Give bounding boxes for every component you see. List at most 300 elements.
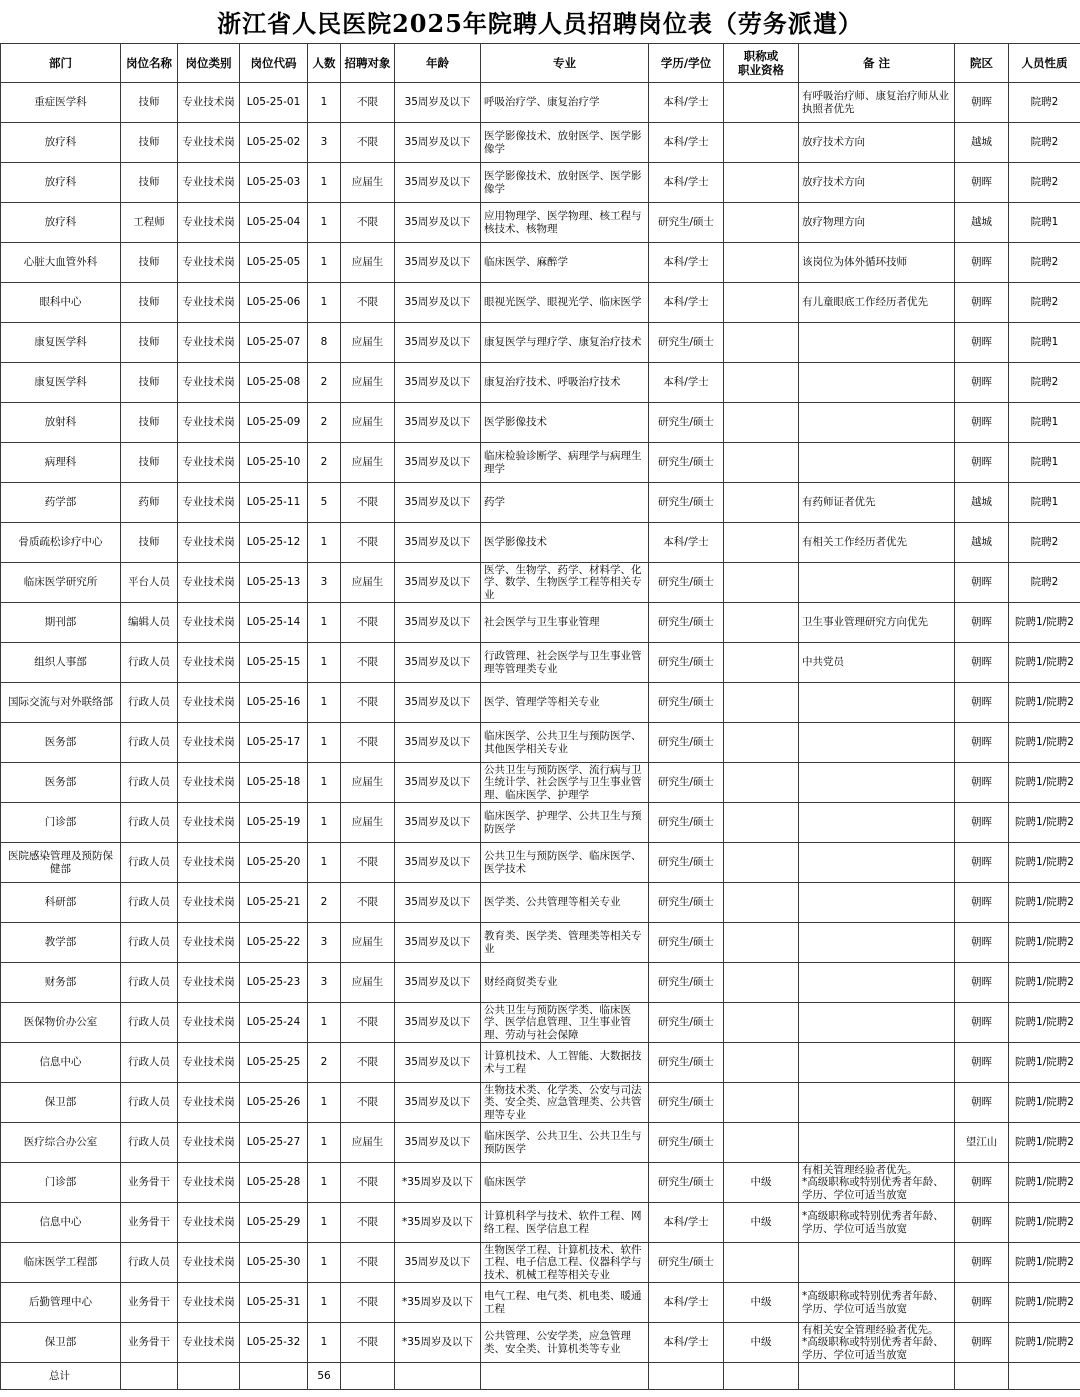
note-cell: 有相关工作经历者优先 (799, 523, 955, 563)
campus-cell: 朝晖 (955, 643, 1009, 683)
column-header: 岗位名称 (121, 44, 178, 83)
qualification-cell (724, 283, 799, 323)
education-cell: 研究生/硕士 (649, 843, 724, 883)
major-cell: 计算机技术、人工智能、大数据技术与工程 (481, 1043, 649, 1083)
major-cell: 公共卫生与预防医学、流行病与卫生统计学、社会医学与卫生事业管理、临床医学、护理学 (481, 763, 649, 803)
post-category-cell: 专业技术岗 (178, 883, 240, 923)
post-code-cell: L05-25-15 (240, 643, 308, 683)
post-code-cell: L05-25-03 (240, 163, 308, 203)
campus-cell: 朝晖 (955, 563, 1009, 603)
headcount-cell: 1 (308, 243, 341, 283)
headcount-cell: 1 (308, 1243, 341, 1283)
qualification-cell (724, 883, 799, 923)
campus-cell: 朝晖 (955, 763, 1009, 803)
position-cell: 行政人员 (121, 1043, 178, 1083)
campus-cell: 朝晖 (955, 323, 1009, 363)
table-row (1, 1123, 1080, 1163)
education-cell: 本科/学士 (649, 283, 724, 323)
target-cell: 不限 (341, 83, 395, 123)
note-cell (799, 563, 955, 603)
department-cell: 放射科 (1, 403, 121, 443)
table-row (1, 563, 1080, 603)
note-cell (799, 1243, 955, 1283)
age-cell: 35周岁及以下 (395, 803, 481, 843)
education-cell: 研究生/硕士 (649, 1003, 724, 1043)
position-cell: 行政人员 (121, 883, 178, 923)
target-cell: 不限 (341, 283, 395, 323)
education-cell: 研究生/硕士 (649, 1123, 724, 1163)
campus-cell: 朝晖 (955, 1323, 1009, 1363)
campus-cell: 朝晖 (955, 883, 1009, 923)
department-cell: 信息中心 (1, 1203, 121, 1243)
post-code-cell: L05-25-08 (240, 363, 308, 403)
note-cell: 放疗物理方向 (799, 203, 955, 243)
table-row (1, 1203, 1080, 1243)
department-cell: 药学部 (1, 483, 121, 523)
post-category-cell: 专业技术岗 (178, 1043, 240, 1083)
target-cell: 应届生 (341, 1123, 395, 1163)
position-cell: 技师 (121, 323, 178, 363)
target-cell: 不限 (341, 483, 395, 523)
post-category-cell: 专业技术岗 (178, 1203, 240, 1243)
age-cell: 35周岁及以下 (395, 483, 481, 523)
staff-type-cell: 院聘1/院聘2 (1009, 963, 1080, 1003)
position-cell: 技师 (121, 443, 178, 483)
post-code-cell: L05-25-20 (240, 843, 308, 883)
education-cell: 研究生/硕士 (649, 643, 724, 683)
note-cell (799, 363, 955, 403)
position-cell: 技师 (121, 403, 178, 443)
table-title: 浙江省人民医院2025年院聘人员招聘岗位表（劳务派遣） (217, 9, 863, 38)
table-row (1, 1323, 1080, 1363)
target-cell: 应届生 (341, 363, 395, 403)
total-label: 总计 (1, 1363, 121, 1390)
staff-type-cell: 院聘1 (1009, 203, 1080, 243)
qualification-cell (724, 643, 799, 683)
table-row (1, 483, 1080, 523)
staff-type-cell: 院聘2 (1009, 83, 1080, 123)
headcount-cell: 2 (308, 363, 341, 403)
major-cell: 眼视光医学、眼视光学、临床医学 (481, 283, 649, 323)
headcount-cell: 1 (308, 163, 341, 203)
post-category-cell: 专业技术岗 (178, 363, 240, 403)
post-code-cell: L05-25-02 (240, 123, 308, 163)
qualification-cell: 中级 (724, 1203, 799, 1243)
department-cell: 放疗科 (1, 123, 121, 163)
qualification-cell (724, 83, 799, 123)
education-cell: 研究生/硕士 (649, 603, 724, 643)
major-cell: 临床医学、麻醉学 (481, 243, 649, 283)
headcount-cell: 1 (308, 763, 341, 803)
qualification-cell (724, 123, 799, 163)
post-category-cell: 专业技术岗 (178, 643, 240, 683)
note-cell (799, 843, 955, 883)
table-row (1, 1003, 1080, 1043)
major-cell: 医学影像技术 (481, 523, 649, 563)
post-code-cell: L05-25-10 (240, 443, 308, 483)
note-cell: 有相关安全管理经验者优先。 *高级职称或特别优秀者年龄、学历、学位可适当放宽 (799, 1323, 955, 1363)
department-cell: 保卫部 (1, 1323, 121, 1363)
table-row (1, 1283, 1080, 1323)
staff-type-cell: 院聘2 (1009, 123, 1080, 163)
headcount-cell: 1 (308, 523, 341, 563)
education-cell: 研究生/硕士 (649, 1083, 724, 1123)
headcount-cell: 2 (308, 1043, 341, 1083)
major-cell: 公共管理、公安学类，应急管理类、安全类、计算机类等专业 (481, 1323, 649, 1363)
department-cell: 保卫部 (1, 1083, 121, 1123)
column-header: 人数 (308, 44, 341, 83)
table-row (1, 803, 1080, 843)
campus-cell: 朝晖 (955, 163, 1009, 203)
table-row (1, 603, 1080, 643)
age-cell: *35周岁及以下 (395, 1283, 481, 1323)
age-cell: 35周岁及以下 (395, 83, 481, 123)
column-header: 备 注 (799, 44, 955, 83)
education-cell: 研究生/硕士 (649, 483, 724, 523)
post-code-cell: L05-25-28 (240, 1163, 308, 1203)
table-row (1, 83, 1080, 123)
department-cell: 科研部 (1, 883, 121, 923)
target-cell: 不限 (341, 1043, 395, 1083)
headcount-cell: 1 (308, 203, 341, 243)
staff-type-cell: 院聘2 (1009, 363, 1080, 403)
department-cell: 康复医学科 (1, 323, 121, 363)
table-row (1, 1243, 1080, 1283)
post-code-cell: L05-25-04 (240, 203, 308, 243)
staff-type-cell: 院聘1 (1009, 323, 1080, 363)
post-code-cell: L05-25-09 (240, 403, 308, 443)
major-cell: 公共卫生与预防医学类、临床医学、医学信息管理、卫生事业管理、劳动与社会保障 (481, 1003, 649, 1043)
post-code-cell: L05-25-23 (240, 963, 308, 1003)
position-cell: 技师 (121, 83, 178, 123)
major-cell: 生物技术类、化学类、公安与司法类、安全类、应急管理类、公共管理等专业 (481, 1083, 649, 1123)
headcount-cell: 1 (308, 723, 341, 763)
note-cell (799, 723, 955, 763)
target-cell: 不限 (341, 1163, 395, 1203)
post-category-cell: 专业技术岗 (178, 83, 240, 123)
staff-type-cell: 院聘1/院聘2 (1009, 1083, 1080, 1123)
staff-type-cell: 院聘1/院聘2 (1009, 923, 1080, 963)
position-cell: 行政人员 (121, 803, 178, 843)
major-cell: 康复治疗技术、呼吸治疗技术 (481, 363, 649, 403)
age-cell: 35周岁及以下 (395, 1123, 481, 1163)
table-row (1, 443, 1080, 483)
staff-type-cell: 院聘1/院聘2 (1009, 843, 1080, 883)
target-cell: 应届生 (341, 923, 395, 963)
staff-type-cell: 院聘1/院聘2 (1009, 723, 1080, 763)
note-cell: 放疗技术方向 (799, 163, 955, 203)
recruitment-table (0, 43, 1080, 1390)
staff-type-cell: 院聘1/院聘2 (1009, 1123, 1080, 1163)
post-category-cell: 专业技术岗 (178, 923, 240, 963)
post-code-cell: L05-25-32 (240, 1323, 308, 1363)
campus-cell: 朝晖 (955, 283, 1009, 323)
age-cell: *35周岁及以下 (395, 1323, 481, 1363)
major-cell: 计算机科学与技术、软件工程、网络工程、医学信息工程 (481, 1203, 649, 1243)
headcount-cell: 2 (308, 443, 341, 483)
age-cell: 35周岁及以下 (395, 603, 481, 643)
age-cell: 35周岁及以下 (395, 203, 481, 243)
education-cell: 研究生/硕士 (649, 963, 724, 1003)
department-cell: 医务部 (1, 763, 121, 803)
campus-cell: 朝晖 (955, 723, 1009, 763)
education-cell: 本科/学士 (649, 363, 724, 403)
campus-cell: 朝晖 (955, 1043, 1009, 1083)
department-cell: 国际交流与对外联络部 (1, 683, 121, 723)
target-cell: 不限 (341, 523, 395, 563)
headcount-cell: 8 (308, 323, 341, 363)
age-cell: 35周岁及以下 (395, 843, 481, 883)
education-cell: 研究生/硕士 (649, 723, 724, 763)
qualification-cell: 中级 (724, 1323, 799, 1363)
post-code-cell: L05-25-12 (240, 523, 308, 563)
post-code-cell: L05-25-07 (240, 323, 308, 363)
qualification-cell: 中级 (724, 1283, 799, 1323)
campus-cell: 越城 (955, 203, 1009, 243)
age-cell: 35周岁及以下 (395, 723, 481, 763)
campus-cell: 朝晖 (955, 1283, 1009, 1323)
headcount-cell: 1 (308, 1003, 341, 1043)
headcount-cell: 1 (308, 283, 341, 323)
target-cell: 应届生 (341, 243, 395, 283)
post-code-cell: L05-25-19 (240, 803, 308, 843)
table-row (1, 1043, 1080, 1083)
campus-cell: 朝晖 (955, 1243, 1009, 1283)
target-cell: 不限 (341, 723, 395, 763)
age-cell: 35周岁及以下 (395, 763, 481, 803)
staff-type-cell: 院聘1/院聘2 (1009, 683, 1080, 723)
target-cell: 应届生 (341, 563, 395, 603)
department-cell: 期刊部 (1, 603, 121, 643)
target-cell: 不限 (341, 1283, 395, 1323)
department-cell: 后勤管理中心 (1, 1283, 121, 1323)
position-cell: 行政人员 (121, 923, 178, 963)
campus-cell: 朝晖 (955, 803, 1009, 843)
age-cell: 35周岁及以下 (395, 1003, 481, 1043)
target-cell: 不限 (341, 203, 395, 243)
position-cell: 行政人员 (121, 843, 178, 883)
column-header: 招聘对象 (341, 44, 395, 83)
post-category-cell: 专业技术岗 (178, 843, 240, 883)
education-cell: 研究生/硕士 (649, 403, 724, 443)
campus-cell: 朝晖 (955, 83, 1009, 123)
headcount-cell: 1 (308, 843, 341, 883)
qualification-cell (724, 563, 799, 603)
column-header: 部门 (1, 44, 121, 83)
note-cell: *高级职称或特别优秀者年龄、学历、学位可适当放宽 (799, 1203, 955, 1243)
staff-type-cell: 院聘1/院聘2 (1009, 1323, 1080, 1363)
qualification-cell (724, 763, 799, 803)
education-cell: 研究生/硕士 (649, 563, 724, 603)
age-cell: 35周岁及以下 (395, 683, 481, 723)
department-cell: 医务部 (1, 723, 121, 763)
note-cell (799, 683, 955, 723)
age-cell: 35周岁及以下 (395, 123, 481, 163)
qualification-cell (724, 403, 799, 443)
table-row (1, 683, 1080, 723)
position-cell: 业务骨干 (121, 1163, 178, 1203)
major-cell: 临床医学、护理学、公共卫生与预防医学 (481, 803, 649, 843)
position-cell: 业务骨干 (121, 1203, 178, 1243)
target-cell: 不限 (341, 1243, 395, 1283)
department-cell: 放疗科 (1, 163, 121, 203)
note-cell (799, 443, 955, 483)
age-cell: 35周岁及以下 (395, 323, 481, 363)
position-cell: 技师 (121, 363, 178, 403)
staff-type-cell: 院聘1/院聘2 (1009, 883, 1080, 923)
note-cell: 卫生事业管理研究方向优先 (799, 603, 955, 643)
post-code-cell: L05-25-17 (240, 723, 308, 763)
table-row (1, 1163, 1080, 1203)
qualification-cell (724, 203, 799, 243)
table-row (1, 163, 1080, 203)
education-cell: 研究生/硕士 (649, 323, 724, 363)
position-cell: 行政人员 (121, 1123, 178, 1163)
qualification-cell (724, 1243, 799, 1283)
qualification-cell (724, 483, 799, 523)
headcount-cell: 1 (308, 1283, 341, 1323)
education-cell: 研究生/硕士 (649, 803, 724, 843)
target-cell: 应届生 (341, 403, 395, 443)
campus-cell: 朝晖 (955, 403, 1009, 443)
position-cell: 技师 (121, 163, 178, 203)
post-category-cell: 专业技术岗 (178, 1283, 240, 1323)
campus-cell: 朝晖 (955, 923, 1009, 963)
post-category-cell: 专业技术岗 (178, 443, 240, 483)
table-row (1, 123, 1080, 163)
major-cell: 医学影像技术 (481, 403, 649, 443)
note-cell: 有呼吸治疗师、康复治疗师从业执照者优先 (799, 83, 955, 123)
post-category-cell: 专业技术岗 (178, 1123, 240, 1163)
position-cell: 药师 (121, 483, 178, 523)
position-cell: 工程师 (121, 203, 178, 243)
age-cell: 35周岁及以下 (395, 243, 481, 283)
education-cell: 本科/学士 (649, 83, 724, 123)
table-body (1, 83, 1080, 1363)
post-category-cell: 专业技术岗 (178, 603, 240, 643)
table-row (1, 1083, 1080, 1123)
table-row (1, 203, 1080, 243)
position-cell: 技师 (121, 523, 178, 563)
staff-type-cell: 院聘1/院聘2 (1009, 603, 1080, 643)
table-row (1, 923, 1080, 963)
table-row (1, 323, 1080, 363)
age-cell: 35周岁及以下 (395, 1083, 481, 1123)
age-cell: 35周岁及以下 (395, 443, 481, 483)
major-cell: 医学类、公共管理等相关专业 (481, 883, 649, 923)
headcount-cell: 1 (308, 1323, 341, 1363)
campus-cell: 朝晖 (955, 683, 1009, 723)
headcount-cell: 2 (308, 403, 341, 443)
post-code-cell: L05-25-05 (240, 243, 308, 283)
department-cell: 放疗科 (1, 203, 121, 243)
post-code-cell: L05-25-11 (240, 483, 308, 523)
campus-cell: 朝晖 (955, 1003, 1009, 1043)
post-category-cell: 专业技术岗 (178, 243, 240, 283)
headcount-cell: 5 (308, 483, 341, 523)
staff-type-cell: 院聘1/院聘2 (1009, 1203, 1080, 1243)
position-cell: 行政人员 (121, 643, 178, 683)
major-cell: 医学、生物学、药学、材料学、化学、数学、生物医学工程等相关专业 (481, 563, 649, 603)
note-cell: 有相关管理经验者优先。 *高级职称或特别优秀者年龄、学历、学位可适当放宽 (799, 1163, 955, 1203)
major-cell: 康复医学与理疗学、康复治疗技术 (481, 323, 649, 363)
age-cell: 35周岁及以下 (395, 963, 481, 1003)
age-cell: *35周岁及以下 (395, 1203, 481, 1243)
note-cell (799, 1083, 955, 1123)
staff-type-cell: 院聘1/院聘2 (1009, 1163, 1080, 1203)
education-cell: 研究生/硕士 (649, 203, 724, 243)
staff-type-cell: 院聘1 (1009, 403, 1080, 443)
note-cell: *高级职称或特别优秀者年龄、学历、学位可适当放宽 (799, 1283, 955, 1323)
campus-cell: 朝晖 (955, 363, 1009, 403)
staff-type-cell: 院聘2 (1009, 283, 1080, 323)
age-cell: 35周岁及以下 (395, 1243, 481, 1283)
age-cell: 35周岁及以下 (395, 283, 481, 323)
qualification-cell (724, 803, 799, 843)
position-cell: 技师 (121, 283, 178, 323)
staff-type-cell: 院聘1/院聘2 (1009, 1043, 1080, 1083)
department-cell: 医疗综合办公室 (1, 1123, 121, 1163)
major-cell: 药学 (481, 483, 649, 523)
post-code-cell: L05-25-25 (240, 1043, 308, 1083)
department-cell: 病理科 (1, 443, 121, 483)
education-cell: 研究生/硕士 (649, 763, 724, 803)
position-cell: 行政人员 (121, 763, 178, 803)
major-cell: 临床医学、公共卫生、公共卫生与预防医学 (481, 1123, 649, 1163)
note-cell (799, 1003, 955, 1043)
note-cell (799, 1123, 955, 1163)
education-cell: 研究生/硕士 (649, 923, 724, 963)
headcount-cell: 1 (308, 1083, 341, 1123)
major-cell: 生物医学工程、计算机技术、软件工程、电子信息工程、仪器科学与技术、机械工程等相关专业 (481, 1243, 649, 1283)
qualification-cell (724, 1043, 799, 1083)
campus-cell: 朝晖 (955, 963, 1009, 1003)
qualification-cell (724, 163, 799, 203)
post-code-cell: L05-25-21 (240, 883, 308, 923)
department-cell: 教学部 (1, 923, 121, 963)
target-cell: 不限 (341, 603, 395, 643)
major-cell: 呼吸治疗学、康复治疗学 (481, 83, 649, 123)
department-cell: 信息中心 (1, 1043, 121, 1083)
position-cell: 业务骨干 (121, 1323, 178, 1363)
position-cell: 编辑人员 (121, 603, 178, 643)
note-cell (799, 323, 955, 363)
headcount-cell: 1 (308, 603, 341, 643)
position-cell: 行政人员 (121, 1243, 178, 1283)
target-cell: 不限 (341, 643, 395, 683)
table-row (1, 363, 1080, 403)
table-row (1, 963, 1080, 1003)
post-code-cell: L05-25-06 (240, 283, 308, 323)
total-row (1, 1363, 1080, 1390)
post-code-cell: L05-25-01 (240, 83, 308, 123)
target-cell: 不限 (341, 683, 395, 723)
campus-cell: 朝晖 (955, 443, 1009, 483)
qualification-cell (724, 443, 799, 483)
campus-cell: 朝晖 (955, 1203, 1009, 1243)
headcount-cell: 3 (308, 923, 341, 963)
qualification-cell (724, 1123, 799, 1163)
staff-type-cell: 院聘1/院聘2 (1009, 763, 1080, 803)
post-category-cell: 专业技术岗 (178, 403, 240, 443)
table-row (1, 723, 1080, 763)
target-cell: 不限 (341, 843, 395, 883)
column-header: 岗位类别 (178, 44, 240, 83)
education-cell: 本科/学士 (649, 1283, 724, 1323)
note-cell (799, 763, 955, 803)
column-header: 岗位代码 (240, 44, 308, 83)
note-cell: 该岗位为体外循环技师 (799, 243, 955, 283)
